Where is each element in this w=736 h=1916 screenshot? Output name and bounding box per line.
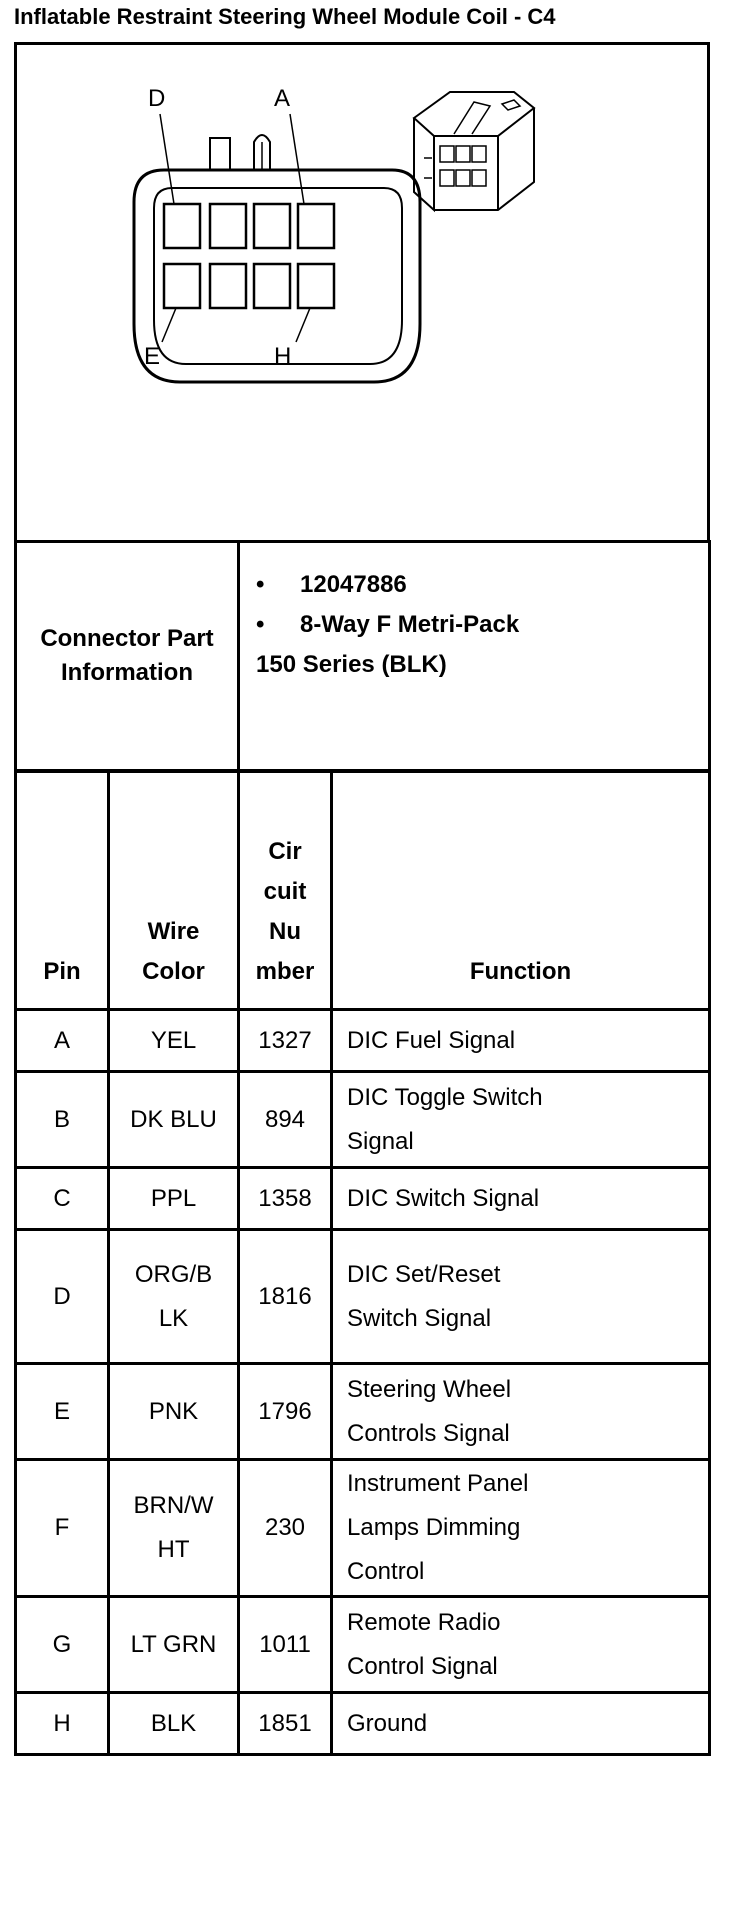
wire-color-cell: ORG/B LK (109, 1230, 239, 1364)
connector-face-view (134, 114, 420, 382)
wire-color-cell: PNK (109, 1364, 239, 1460)
function-cell: Instrument Panel Lamps Dimming Control (332, 1460, 710, 1597)
part-type: 8-Way F Metri-Pack (300, 611, 520, 638)
table-row (16, 1010, 710, 1072)
circuit-cell: 1816 (239, 1230, 332, 1364)
pin-cell: F (16, 1460, 109, 1597)
part-series: 150 Series (BLK) (256, 651, 447, 678)
connector-part-details: • 12047886 • 8-Way F Metri-Pack 150 Series (BLK) (239, 542, 710, 771)
function-cell: DIC Switch Signal (332, 1168, 710, 1230)
header-circuit-number: Cir cuit Nu mber (239, 772, 332, 1010)
circuit-cell: 1011 (239, 1597, 332, 1693)
table-row (16, 1597, 710, 1693)
pin-cell: D (16, 1230, 109, 1364)
table-row (16, 1168, 710, 1230)
pin-cell: G (16, 1597, 109, 1693)
wire-color-cell: DK BLU (109, 1072, 239, 1168)
wire-color-cell: BRN/W HT (109, 1460, 239, 1597)
pin-cell: H (16, 1693, 109, 1755)
function-cell: Remote Radio Control Signal (332, 1597, 710, 1693)
circuit-cell: 1851 (239, 1693, 332, 1755)
pin-label-e: E (144, 343, 161, 370)
cavity-h (298, 264, 334, 308)
wire-color-cell: PPL (109, 1168, 239, 1230)
pin-cell: E (16, 1364, 109, 1460)
wire-color-cell: LT GRN (109, 1597, 239, 1693)
circuit-cell: 1327 (239, 1010, 332, 1072)
table-row (16, 1072, 710, 1168)
table-row (16, 1230, 710, 1364)
circuit-cell: 230 (239, 1460, 332, 1597)
pin-label-d: D (148, 85, 166, 112)
connector-info-table (14, 540, 711, 772)
cavity-e (164, 264, 200, 308)
cavity-a (298, 204, 334, 248)
connector-info-label: Connector Part Information (16, 542, 239, 771)
header-pin: Pin (16, 772, 109, 1010)
table-row (16, 1460, 710, 1597)
wire-color-cell: BLK (109, 1693, 239, 1755)
pin-cell: B (16, 1072, 109, 1168)
cavity-d (164, 204, 200, 248)
function-cell: DIC Set/Reset Switch Signal (332, 1230, 710, 1364)
header-function: Function (332, 772, 710, 1010)
connector-diagram (14, 42, 710, 542)
table-row (16, 1693, 710, 1755)
circuit-cell: 1358 (239, 1168, 332, 1230)
function-cell: Steering Wheel Controls Signal (332, 1364, 710, 1460)
function-cell: DIC Fuel Signal (332, 1010, 710, 1072)
pin-cell: C (16, 1168, 109, 1230)
function-cell: DIC Toggle Switch Signal (332, 1072, 710, 1168)
page-title: Inflatable Restraint Steering Wheel Module Coil - C4 (14, 4, 556, 29)
pin-label-a: A (274, 85, 291, 112)
pin-cell: A (16, 1010, 109, 1072)
function-cell: Ground (332, 1693, 710, 1755)
part-number: 12047886 (300, 571, 407, 598)
connector-3d-view (414, 92, 534, 210)
circuit-cell: 1796 (239, 1364, 332, 1460)
pinout-header-row (16, 772, 710, 1010)
table-row (16, 1364, 710, 1460)
circuit-cell: 894 (239, 1072, 332, 1168)
wire-color-cell: YEL (109, 1010, 239, 1072)
pinout-table (14, 770, 711, 1756)
header-wire-color: Wire Color (109, 772, 239, 1010)
pin-label-h: H (274, 343, 292, 370)
